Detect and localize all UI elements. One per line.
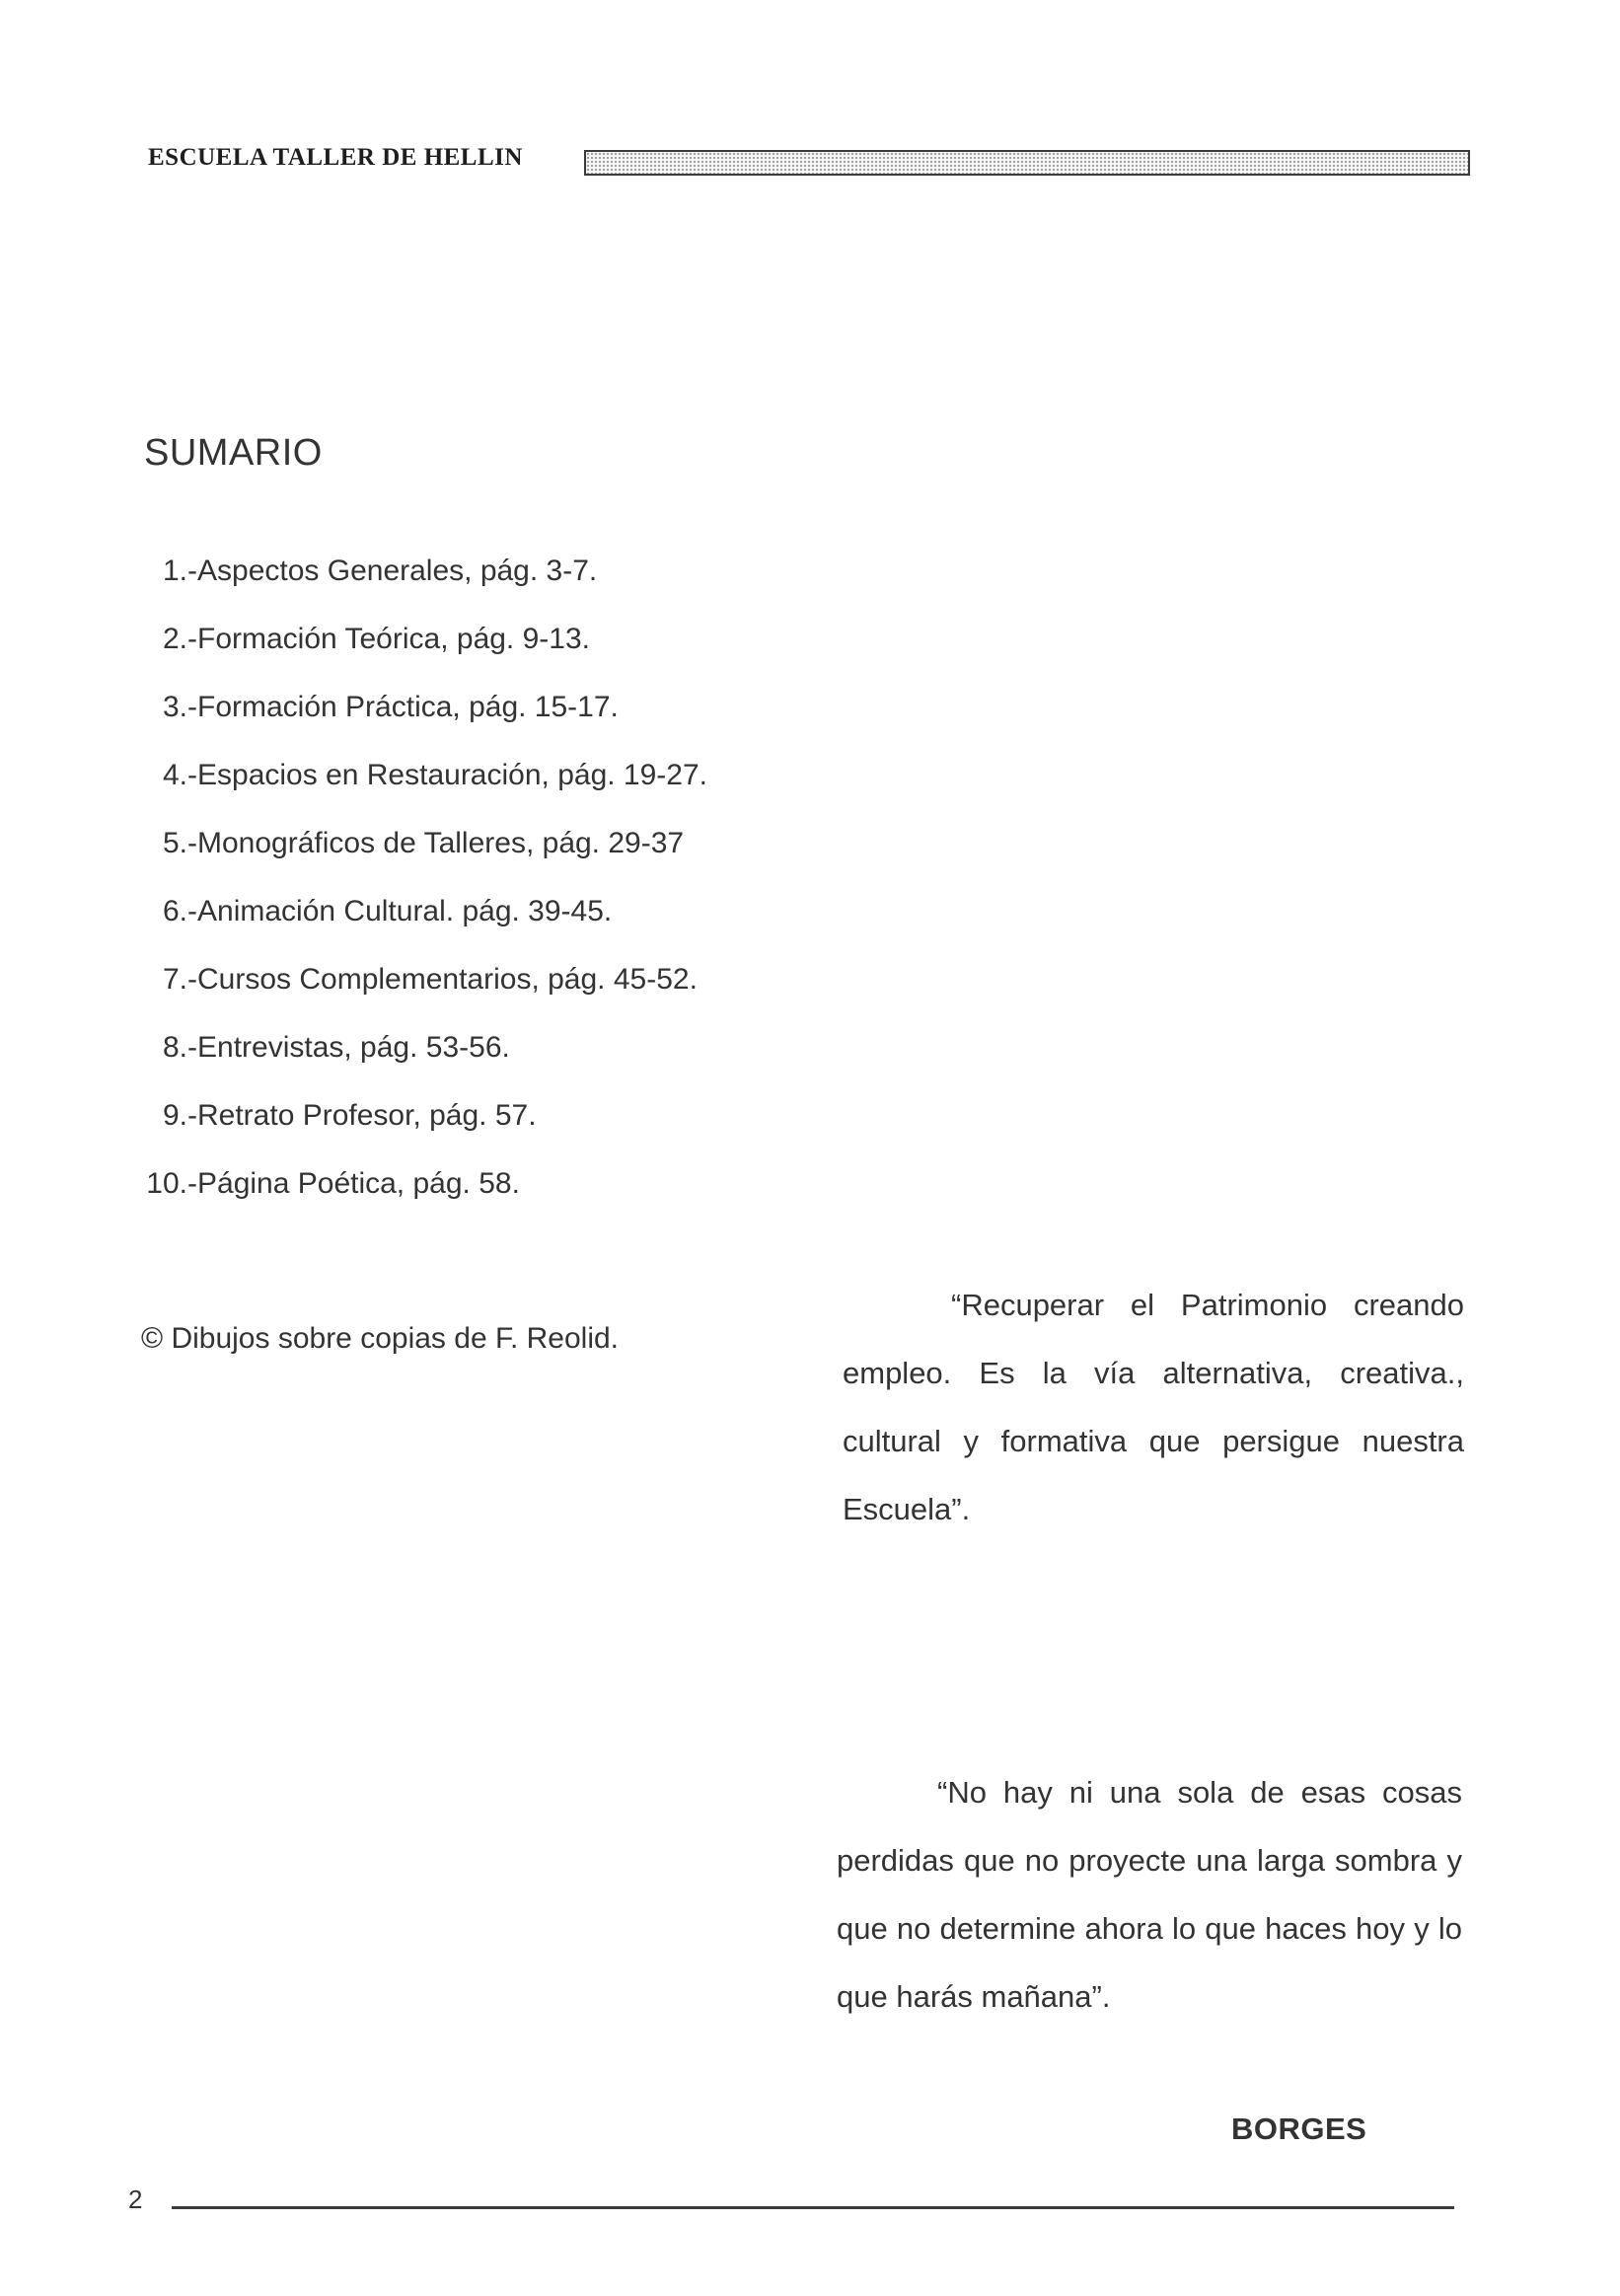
toc-item-number: 3.- <box>162 691 197 723</box>
toc-item-number: 7.- <box>162 963 197 996</box>
toc-item <box>138 1167 707 1235</box>
toc-item-text: Espacios en Restauración, pág. 19-27. <box>197 759 707 791</box>
table-of-contents <box>138 555 707 1235</box>
toc-item <box>138 963 707 1031</box>
quote-author: BORGES <box>1231 2111 1367 2146</box>
toc-item-text: Retrato Profesor, pág. 57. <box>197 1099 537 1132</box>
footer-rule <box>172 2206 1454 2209</box>
quote-heritage: “Recuperar el Patrimonio creando empleo. Es la vía alternativa, creativa., cultural y formativa que persigue nuestra Escuela”. <box>843 1288 1464 1526</box>
toc-item <box>138 895 707 963</box>
toc-item-text: Formación Práctica, pág. 15-17. <box>197 691 619 723</box>
toc-item-text: Cursos Complementarios, pág. 45-52. <box>197 963 698 996</box>
toc-item <box>138 1099 707 1167</box>
toc-item-text: Animación Cultural. pág. 39-45. <box>197 895 613 927</box>
toc-item-number: 10.- <box>146 1167 197 1200</box>
toc-item <box>138 555 707 623</box>
toc-item-number: 5.- <box>162 827 197 859</box>
toc-item <box>138 623 707 691</box>
toc-item-number: 8.- <box>162 1031 197 1064</box>
toc-item-number: 9.- <box>162 1099 197 1132</box>
page-number: 2 <box>128 2185 143 2214</box>
toc-item-number: 6.- <box>162 895 197 927</box>
toc-item-number: 1.- <box>162 555 197 587</box>
toc-item <box>138 691 707 759</box>
toc-item <box>138 1031 707 1099</box>
toc-item-number: 4.- <box>162 759 197 791</box>
toc-item-text: Entrevistas, pág. 53-56. <box>197 1031 510 1064</box>
quote-borges: “No hay ni una sola de esas cosas perdidas que no proyecte una larga sombra y que no determine ahora lo que haces hoy y lo que harás mañana”. <box>837 1775 1462 2014</box>
toc-item-text: Aspectos Generales, pág. 3-7. <box>197 555 598 587</box>
toc-item-text: Página Poética, pág. 58. <box>197 1167 520 1200</box>
drawings-credit: © Dibujos sobre copias de F. Reolid. <box>141 1322 620 1355</box>
summary-title: SUMARIO <box>144 432 323 474</box>
toc-item-number: 2.- <box>162 623 197 655</box>
header-dotted-bar <box>584 150 1470 176</box>
toc-item-text: Formación Teórica, pág. 9-13. <box>197 623 590 655</box>
header-title: ESCUELA TALLER DE HELLIN <box>148 144 523 171</box>
toc-item-text: Monográficos de Talleres, pág. 29-37 <box>197 827 685 859</box>
toc-item <box>138 827 707 895</box>
toc-item <box>138 759 707 827</box>
